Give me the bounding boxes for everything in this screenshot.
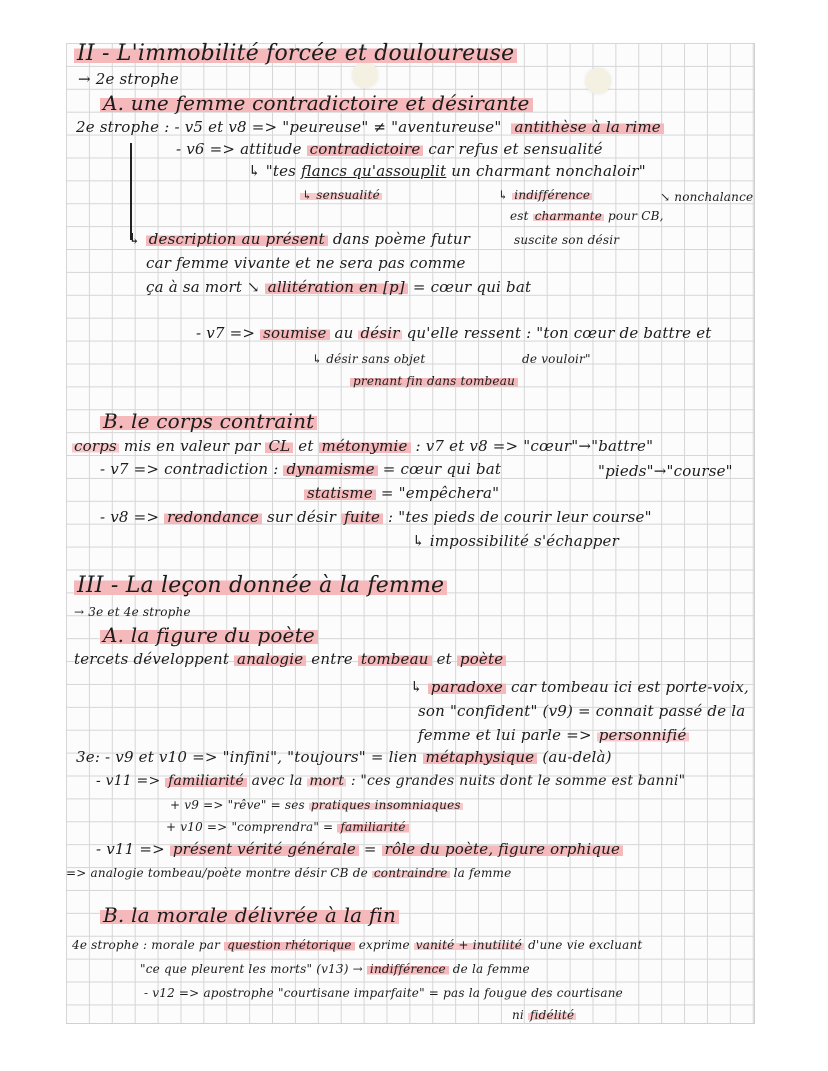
note-line: 2e strophe : - v5 et v8 => "peureuse" ≠ "aventureuse" antithèse à la rime <box>76 118 664 136</box>
note-line: ↳ désir sans objet <box>312 352 426 366</box>
note-line: + v9 => "rêve" = ses pratiques insomniaques <box>170 798 461 812</box>
section-2-subtitle: → 2e strophe <box>78 70 179 88</box>
note-line: est charmante pour CB, <box>510 209 664 223</box>
note-line: "ce que pleurent les morts" (v13) → indifférence de la femme <box>140 962 530 976</box>
note-line: son "confident" (v9) = connait passé de la <box>418 702 746 720</box>
note-line: de vouloir" <box>522 352 591 366</box>
note-line: ni fidélité <box>512 1008 575 1022</box>
note-line: - v6 => attitude contradictoire car refus et sensualité <box>176 140 603 158</box>
section-3a-title: A. la figure du poète <box>100 624 318 646</box>
note-line: + v10 => "comprendra" = familiarité <box>166 818 409 836</box>
note-line: tercets développent analogie entre tombeau et poète <box>74 650 506 668</box>
section-3-title: III - La leçon donnée à la femme <box>74 574 447 598</box>
section-3-subtitle: → 3e et 4e strophe <box>74 605 191 619</box>
note-line: prenant fin dans tombeau <box>350 372 518 390</box>
note-line: statisme = "empêchera" <box>304 484 499 502</box>
note-line: ↳ "tes flancs qu'assouplit un charmant nonchaloir" <box>248 162 646 180</box>
note-line: - v11 => présent vérité générale = rôle du poète, figure orphique <box>96 840 623 858</box>
note-line: 4e strophe : morale par question rhétorique exprime vanité + inutilité d'une vie excluant <box>72 938 643 952</box>
note-line: - v12 => apostrophe "courtisane imparfaite" = pas la fougue des courtisane <box>144 986 623 1000</box>
note-line: 3e: - v9 et v10 => "infini", "toujours" = lien métaphysique (au-delà) <box>76 748 612 766</box>
note-line: ça à sa mort ↘ allitération en [p] = cœur qui bat <box>146 278 532 296</box>
punch-hole-right <box>585 68 611 94</box>
note-line: ↳ sensualité <box>302 188 380 202</box>
note-line: - v8 => redondance sur désir fuite : "tes pieds de courir leur course" <box>100 508 652 526</box>
note-line: "pieds"→"course" <box>598 462 733 480</box>
note-line: ↘ nonchalance <box>660 190 754 204</box>
note-line: femme et lui parle => personnifié <box>418 726 687 744</box>
bracket-line <box>130 143 132 240</box>
section-3b-title: B. la morale délivrée à la fin <box>100 904 399 926</box>
note-line: ↳ paradoxe car tombeau ici est porte-voix, <box>410 678 750 696</box>
section-2-title: II - L'immobilité forcée et douloureuse <box>74 42 517 66</box>
note-line: ↳ indifférence <box>498 188 591 202</box>
note-line: - v11 => familiarité avec la mort : "ces grandes nuits dont le somme est banni" <box>96 773 686 789</box>
note-line: - v7 => contradiction : dynamisme = cœur qui bat <box>100 460 502 478</box>
note-line: - v7 => soumise au désir qu'elle ressent : "ton cœur de battre et <box>196 324 712 342</box>
note-line: corps mis en valeur par CL et métonymie : v7 et v8 => "cœur"→"battre" <box>74 437 654 455</box>
section-2a-title: A. une femme contradictoire et désirante <box>100 92 533 114</box>
note-line: ↳ description au présent dans poème futur <box>128 230 471 248</box>
note-line: ↳ impossibilité s'échapper <box>412 532 620 550</box>
section-2b-title: B. le corps contraint <box>100 410 317 432</box>
note-line: => analogie tombeau/poète montre désir CB de contraindre la femme <box>66 866 512 880</box>
note-line: suscite son désir <box>514 233 620 247</box>
note-line: car femme vivante et ne sera pas comme <box>146 254 466 272</box>
